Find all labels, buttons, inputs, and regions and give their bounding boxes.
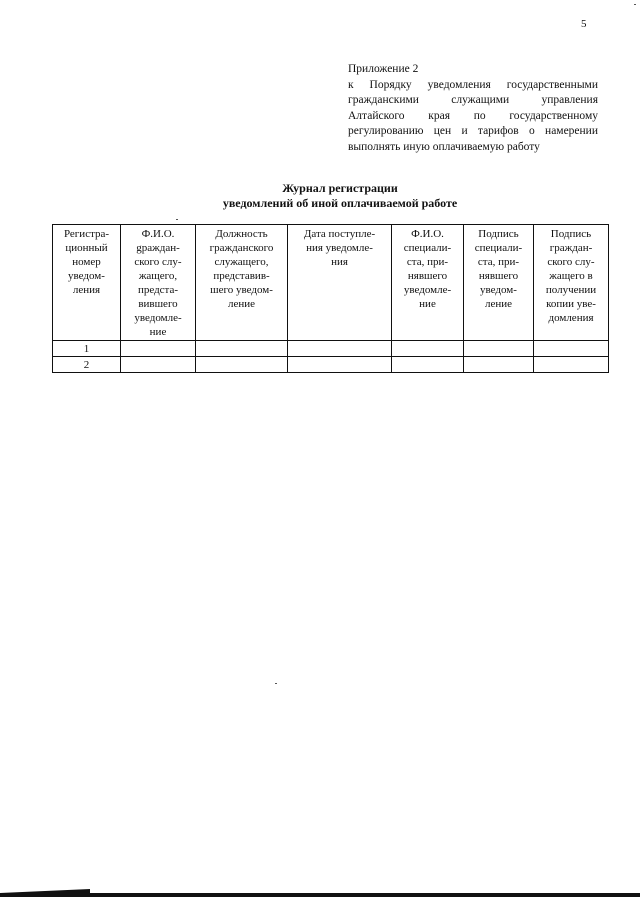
scan-speck — [275, 683, 277, 684]
column-header-receipt-date — [288, 225, 392, 341]
row-number-cell: 1 — [53, 341, 121, 357]
table-cell — [392, 357, 464, 373]
column-header-specialist-name — [392, 225, 464, 341]
column-header-reg-number — [53, 225, 121, 341]
table-cell — [288, 357, 392, 373]
column-header-label: Должность гражданского служащего, представив- шего уведом- ление — [209, 228, 274, 310]
appendix-text: к Порядку уведомления государственными гражданскими служащими управления Алтайского края по государственному регулированию цен и тарифов о намерении выполнять иную оплачиваемую работу — [348, 78, 598, 153]
table-cell — [121, 357, 196, 373]
table-row — [53, 341, 609, 357]
table-cell — [464, 357, 534, 373]
table-cell — [288, 341, 392, 357]
table-cell — [196, 357, 288, 373]
table-cell — [534, 341, 609, 357]
table-cell — [196, 341, 288, 357]
scan-speck — [634, 4, 636, 5]
page-number: 5 — [581, 18, 587, 30]
journal-title-line2: уведомлений об иной оплачиваемой работе — [222, 196, 458, 210]
column-header-label: Подпись граждан- ского слу- жащего в получении копии уве- домления — [545, 228, 597, 324]
table-header-row — [53, 225, 609, 341]
table-cell — [392, 341, 464, 357]
column-header-specialist-signature — [464, 225, 534, 341]
column-header-employee-name — [121, 225, 196, 341]
scan-edge-bar — [0, 893, 640, 897]
journal-table — [52, 224, 609, 373]
column-header-label: Дата поступле- ния уведомле- ния — [303, 228, 376, 268]
column-header-label: Регистра- ционный номер уведом- ления — [63, 228, 110, 296]
column-header-label: Ф.И.О. специали- ста, при- нявшего уведомле- ние — [403, 228, 452, 310]
journal-title — [150, 181, 530, 211]
table-cell — [534, 357, 609, 373]
row-number-cell: 2 — [53, 357, 121, 373]
scan-speck — [176, 219, 178, 220]
appendix-title: Приложение 2 — [348, 63, 419, 75]
column-header-label: Ф.И.О. gраждан- ского слу- жащего, предста- вившего уведомле- ние — [134, 228, 182, 338]
appendix-block — [348, 62, 598, 155]
column-header-position — [196, 225, 288, 341]
column-header-employee-signature — [534, 225, 609, 341]
column-header-label: Подпись специали- ста, при- нявшего уведом- ление — [474, 228, 523, 310]
table-cell — [121, 341, 196, 357]
table-row — [53, 357, 609, 373]
table-cell — [464, 341, 534, 357]
journal-title-line1: Журнал регистрации — [282, 181, 398, 195]
